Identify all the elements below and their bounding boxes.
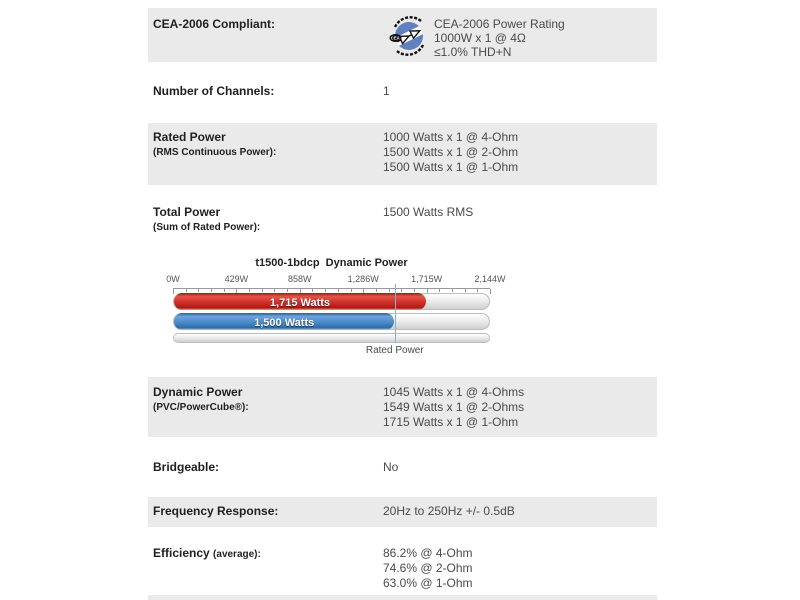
dynamic-power-bar-track — [173, 293, 490, 310]
axis-tick — [452, 289, 453, 292]
axis-tick — [439, 289, 440, 292]
axis-tick — [465, 289, 466, 292]
dynamic-power-value: 1045 Watts x 1 @ 4-Ohms — [383, 385, 525, 399]
rated-power-bar — [174, 313, 394, 330]
rated-power-marker-label: Rated Power — [365, 345, 424, 356]
row-rated-power — [148, 123, 657, 185]
efficiency-value: 86.2% @ 4-Ohm — [383, 546, 473, 560]
row-cea-2006-compliant — [148, 8, 657, 62]
cea-rating-line: CEA-2006 Power Rating — [434, 17, 565, 31]
axis-tick — [338, 289, 339, 292]
row-partial-bottom — [148, 595, 657, 600]
axis-tick — [312, 289, 313, 292]
row-frequency-response — [148, 497, 657, 527]
efficiency-value: 74.6% @ 2-Ohm — [383, 561, 473, 575]
dynamic-power-value: 1549 Watts x 1 @ 2-Ohms — [383, 400, 525, 414]
dynamic-power-value: 1715 Watts x 1 @ 1-Ohm — [383, 415, 519, 429]
axis-tick — [376, 289, 377, 292]
efficiency-label-suffix: (average): — [213, 549, 261, 560]
row-dynamic-power — [148, 377, 657, 437]
axis-tick — [274, 289, 275, 292]
rated-power-label: Rated Power — [153, 130, 226, 144]
axis-tick — [477, 289, 478, 292]
rated-power-value: 1500 Watts x 1 @ 2-Ohm — [383, 145, 519, 159]
empty-track — [173, 333, 490, 343]
axis-tick-label: 429W — [224, 274, 249, 284]
row-number-of-channels — [148, 62, 657, 123]
axis-tick-label: 1,286W — [347, 274, 379, 284]
axis-tick — [262, 289, 263, 292]
row-bridgeable — [148, 437, 657, 497]
axis-tick — [287, 289, 288, 292]
bridgeable-label: Bridgeable: — [153, 460, 220, 474]
chart-plot-area — [166, 255, 506, 372]
axis-tick — [224, 289, 225, 292]
axis-tick — [325, 289, 326, 292]
axis-tick-labels — [166, 274, 506, 285]
axis-tick-label: 858W — [288, 274, 312, 284]
chart-title: t1500-1bdcp Dynamic Power — [255, 257, 408, 269]
rated-power-value: 1000 Watts x 1 @ 4-Ohm — [383, 130, 519, 144]
axis-tick-label: 0W — [166, 274, 180, 284]
channels-value: 1 — [383, 84, 390, 98]
channels-label: Number of Channels: — [153, 84, 275, 98]
axis-tick — [173, 289, 174, 294]
row-total-power — [148, 185, 657, 255]
rated-power-bar-label: 1,500 Watts — [254, 317, 315, 329]
axis-tick — [211, 289, 212, 292]
dynamic-power-chart — [148, 255, 657, 372]
efficiency-label: Efficiency (average): — [153, 546, 261, 560]
efficiency-value: 63.0% @ 1-Ohm — [383, 576, 473, 590]
axis-tick-label: 2,144W — [474, 274, 506, 284]
rated-power-sublabel: (RMS Continuous Power): — [153, 147, 277, 158]
cea-2006-badge-icon — [388, 15, 430, 62]
total-power-value: 1500 Watts RMS — [383, 205, 474, 219]
axis-tick — [389, 289, 390, 292]
frequency-response-label: Frequency Response: — [153, 504, 279, 518]
rated-power-bar-track — [173, 313, 490, 330]
dynamic-power-label: Dynamic Power — [153, 385, 243, 399]
frequency-response-value: 20Hz to 250Hz +/- 0.5dB — [383, 504, 515, 518]
cea-rating-line: ≤1.0% THD+N — [434, 45, 512, 59]
axis-tick — [414, 289, 415, 292]
axis-tick — [198, 289, 199, 292]
rated-power-marker-line — [395, 284, 396, 343]
row-efficiency — [148, 527, 657, 595]
axis-tick — [490, 289, 491, 294]
axis-tick — [401, 289, 402, 292]
total-power-label: Total Power — [153, 205, 221, 219]
cea-compliant-label: CEA-2006 Compliant: — [153, 17, 276, 31]
cea-rating-line: 1000W x 1 @ 4Ω — [434, 31, 526, 45]
spec-table — [148, 0, 657, 600]
rated-power-value: 1500 Watts x 1 @ 1-Ohm — [383, 160, 519, 174]
axis-tick-label: 1,715W — [411, 274, 443, 284]
svg-text:CEA: CEA — [390, 35, 400, 41]
total-power-sublabel: (Sum of Rated Power): — [153, 222, 261, 233]
dynamic-power-bar-label: 1,715 Watts — [269, 297, 331, 309]
dynamic-power-sublabel: (PVC/PowerCube®): — [153, 402, 249, 413]
axis-tick — [249, 289, 250, 292]
axis-tick — [351, 289, 352, 292]
dynamic-power-bar — [174, 293, 426, 310]
axis-tick — [186, 289, 187, 292]
bridgeable-value: No — [383, 460, 399, 474]
